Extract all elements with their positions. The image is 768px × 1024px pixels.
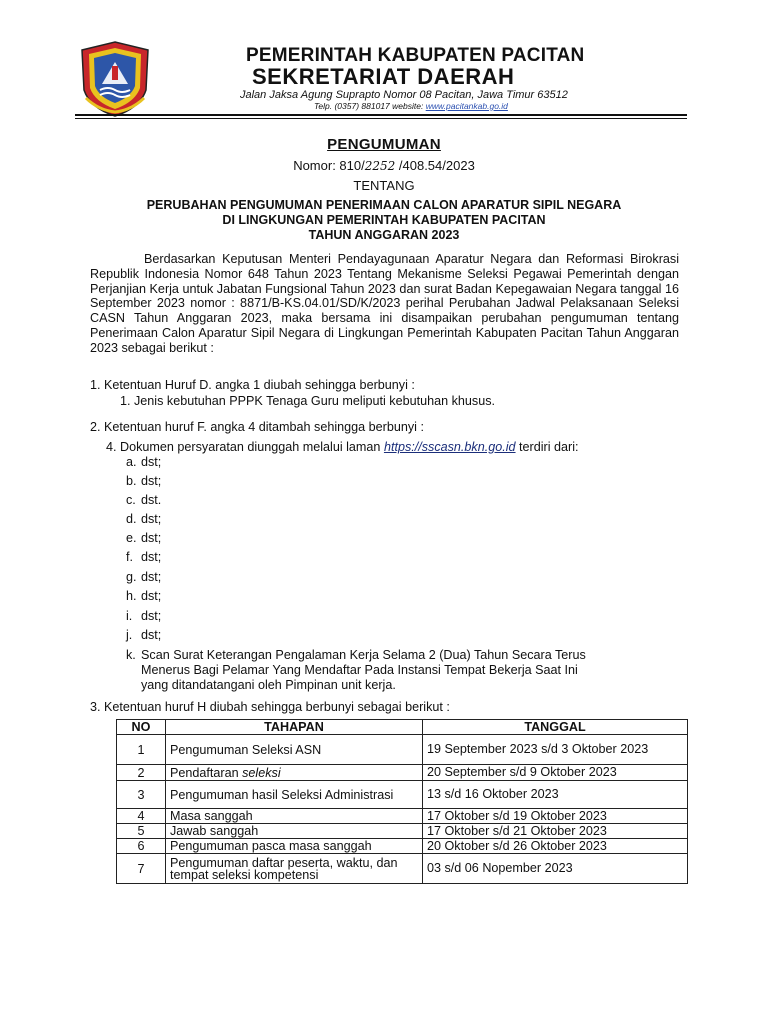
item1-heading: 1. Ketentuan Huruf D. angka 1 diubah sehingga berbunyi : — [90, 378, 415, 392]
list-item — [126, 474, 161, 488]
list-text: dst; — [141, 531, 162, 545]
item2-sub — [106, 440, 579, 454]
list-text: dst; — [141, 570, 162, 584]
list-letter: i. — [126, 609, 133, 623]
list-text: dst; — [141, 609, 162, 623]
list-item — [126, 455, 161, 469]
cell-no: 3 — [117, 781, 166, 809]
list-item — [126, 609, 161, 623]
subject-line-2: DI LINGKUNGAN PEMERINTAH KABUPATEN PACITAN — [222, 213, 546, 227]
list-letter: g. — [126, 570, 137, 584]
item1-sub: 1. Jenis kebutuhan PPPK Tenaga Guru meliputi kebutuhan khusus. — [120, 394, 496, 408]
subject-line-3: TAHUN ANGGARAN 2023 — [308, 228, 460, 242]
tentang-label: TENTANG — [353, 178, 415, 193]
list-item-k-line3: yang ditandatangani oleh Pimpinan unit kerja. — [141, 678, 396, 692]
col-header-no: NO — [117, 720, 166, 735]
list-item — [126, 628, 161, 642]
cell-no: 2 — [117, 765, 166, 781]
table-header-row — [117, 720, 688, 735]
table-row — [117, 735, 688, 765]
list-text: dst; — [141, 512, 162, 526]
list-item — [126, 512, 161, 526]
telp-text: Telp. (0357) 881017 website: — [314, 101, 426, 111]
pacitan-emblem-logo — [78, 40, 152, 118]
cell-tanggal: 20 September s/d 9 Oktober 2023 — [423, 765, 688, 781]
nomor-prefix: Nomor: 810/ — [293, 158, 365, 173]
cell-tahapan: Pengumuman pasca masa sanggah — [166, 839, 423, 854]
item2-sub-prefix: 4. Dokumen persyaratan diunggah melalui laman — [106, 440, 384, 454]
list-item — [126, 531, 161, 545]
cell-tanggal: 17 Oktober s/d 19 Oktober 2023 — [423, 809, 688, 824]
table-row — [117, 824, 688, 839]
list-text: dst; — [141, 589, 162, 603]
col-header-tanggal: TANGGAL — [423, 720, 688, 735]
intro-paragraph: Berdasarkan Keputusan Menteri Pendayagunaan Aparatur Negara dan Reformasi Birokrasi Republik Indonesia Nomor 648 Tahun 2023 Tentang Mekanisme Seleksi Pegawai Pemerintah dengan Perjanjian Kerja untuk Jabatan Fungsional Tahun 2023 dan surat Badan Kepegawaian Negara tanggal 16 September 2023 nomor : 8871/B-KS.04.01/SD/K/2023 perihal Perubahan Jadwal Pelaksanaan Seleksi CASN Tahun Anggaran 2023, maka bersama ini disampaikan perubahan pengumuman tentang Penerimaan Calon Aparatur Sipil Negara di Lingkungan Pemerintah Kabupaten Pacitan Tahun Anggaran 2023 sebagai berikut : — [90, 252, 679, 355]
list-text: dst; — [141, 474, 162, 488]
org-address: Jalan Jaksa Agung Suprapto Nomor 08 Pacitan, Jawa Timur 63512 — [240, 89, 568, 101]
cell-no: 7 — [117, 854, 166, 884]
item2-sub-suffix: terdiri dari: — [515, 440, 579, 454]
website-link[interactable]: www.pacitankab.go.id — [425, 101, 508, 111]
cell-tahapan: Pendaftaran seleksi — [166, 765, 423, 781]
cell-tanggal: 19 September 2023 s/d 3 Oktober 2023 — [423, 735, 688, 765]
letterhead-rule-thin — [75, 118, 687, 119]
table-row — [117, 765, 688, 781]
cell-tahapan: Pengumuman Seleksi ASN — [166, 735, 423, 765]
list-letter: a. — [126, 455, 137, 469]
list-text: dst; — [141, 550, 162, 564]
list-letter: c. — [126, 493, 136, 507]
cell-tahapan: Jawab sanggah — [166, 824, 423, 839]
page-title: PENGUMUMAN — [327, 136, 441, 153]
list-letter: e. — [126, 531, 137, 545]
cell-tahapan: Pengumuman daftar peserta, waktu, dan tempat seleksi kompetensi — [166, 854, 423, 884]
org-contact — [314, 101, 508, 111]
list-item — [126, 550, 161, 564]
col-header-tahapan: TAHAPAN — [166, 720, 423, 735]
cell-tanggal: 03 s/d 06 Nopember 2023 — [423, 854, 688, 884]
list-item — [126, 493, 161, 507]
list-item — [126, 570, 161, 584]
list-item-k-line2: Menerus Bagi Pelamar Yang Mendaftar Pada Instansi Tempat Bekerja Saat Ini — [141, 663, 578, 677]
cell-no: 5 — [117, 824, 166, 839]
nomor-suffix: /408.54/2023 — [395, 158, 475, 173]
table-row — [117, 839, 688, 854]
cell-no: 1 — [117, 735, 166, 765]
item3-heading: 3. Ketentuan huruf H diubah sehingga berbunyi sebagai berikut : — [90, 700, 450, 714]
document-number — [0, 158, 768, 173]
letterhead-rule-thick — [75, 114, 687, 116]
table-row — [117, 781, 688, 809]
list-letter: d. — [126, 512, 137, 526]
table-row — [117, 854, 688, 884]
org-name-line1: PEMERINTAH KABUPATEN PACITAN — [246, 45, 585, 66]
list-letter: h. — [126, 589, 137, 603]
nomor-handwritten: 2252 — [364, 159, 396, 173]
list-item — [126, 589, 161, 603]
schedule-table — [116, 719, 688, 884]
item2-heading: 2. Ketentuan huruf F. angka 4 ditambah sehingga berbunyi : — [90, 420, 424, 434]
list-text: dst; — [141, 455, 162, 469]
list-letter: b. — [126, 474, 137, 488]
cell-tanggal: 20 Oktober s/d 26 Oktober 2023 — [423, 839, 688, 854]
org-name-line2: SEKRETARIAT DAERAH — [252, 64, 515, 89]
sscasn-link[interactable]: https://sscasn.bkn.go.id — [383, 440, 516, 454]
list-text: dst; — [141, 628, 162, 642]
cell-no: 6 — [117, 839, 166, 854]
list-letter: f. — [126, 550, 133, 564]
subject-line-1: PERUBAHAN PENGUMUMAN PENERIMAAN CALON APARATUR SIPIL NEGARA — [146, 198, 622, 212]
table-row — [117, 809, 688, 824]
cell-tanggal: 17 Oktober s/d 21 Oktober 2023 — [423, 824, 688, 839]
cell-tahapan: Masa sanggah — [166, 809, 423, 824]
list-item-k-letter: k. — [126, 648, 136, 662]
cell-tanggal: 13 s/d 16 Oktober 2023 — [423, 781, 688, 809]
cell-no: 4 — [117, 809, 166, 824]
list-item-k-line1: Scan Surat Keterangan Pengalaman Kerja Selama 2 (Dua) Tahun Secara Terus — [141, 648, 586, 662]
list-text: dst. — [141, 493, 162, 507]
cell-tahapan: Pengumuman hasil Seleksi Administrasi — [166, 781, 423, 809]
list-letter: j. — [126, 628, 133, 642]
